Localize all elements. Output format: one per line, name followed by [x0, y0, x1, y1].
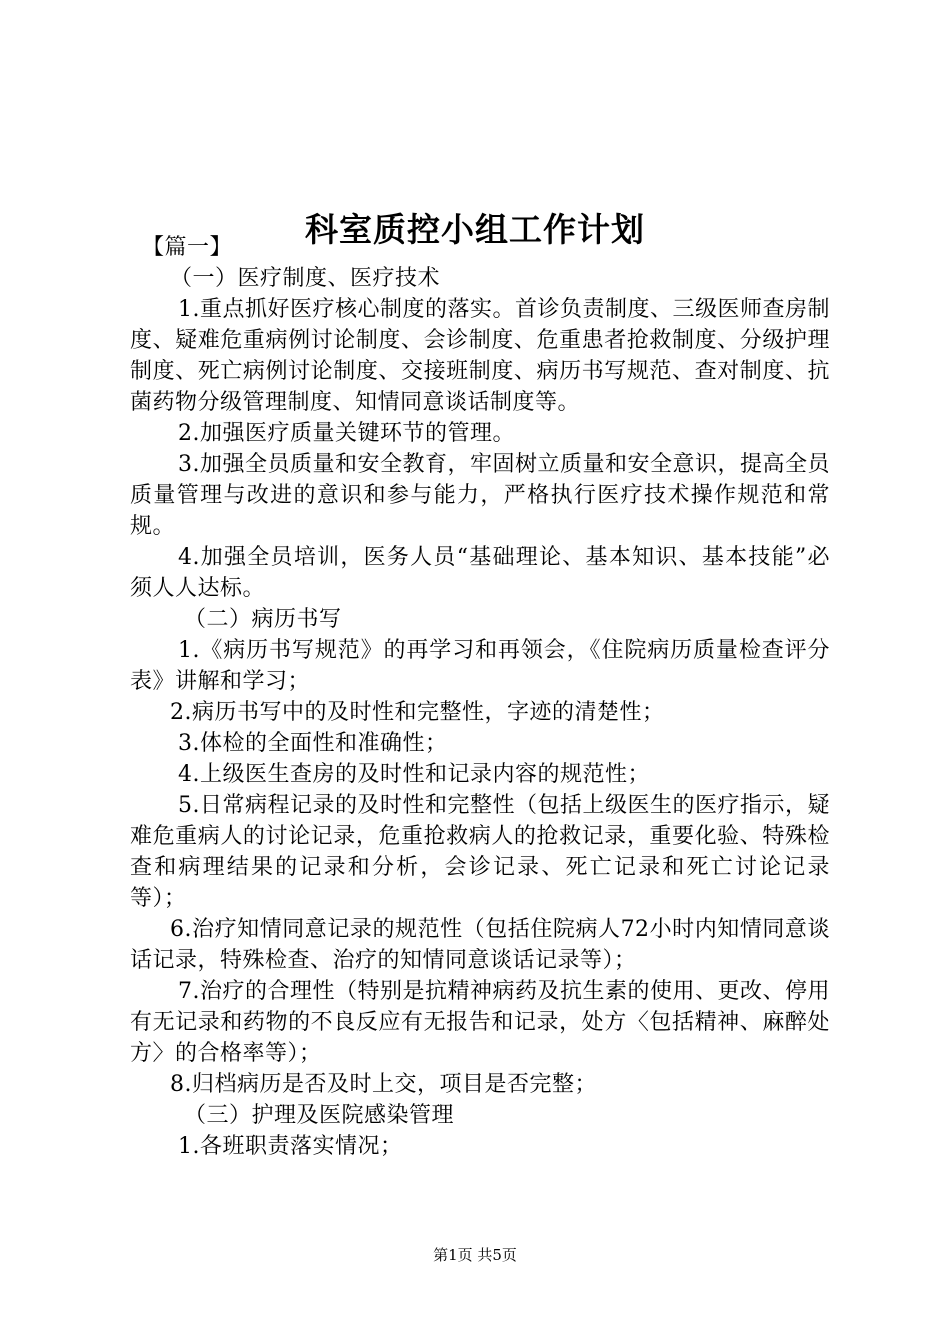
document-title: 科室质控小组工作计划 — [305, 210, 645, 250]
paragraph: 3.加强全员质量和安全教育，牢固树立质量和安全意识，提高全员质量管理与改进的意识和参与能力，严格执行医疗技术操作规范和常规。 — [130, 452, 830, 539]
paragraph: 1.重点抓好医疗核心制度的落实。首诊负责制度、三级医师查房制度、疑难危重病例讨论制度、会诊制度、危重患者抢救制度、分级护理制度、死亡病例讨论制度、交接班制度、病历书写规范、查对制度、抗菌药物分级管理制度、知情同意谈话制度等。 — [130, 297, 830, 415]
paragraph: 2.病历书写中的及时性和完整性，字迹的清楚性； — [170, 700, 665, 725]
section-heading: （一）医疗制度、医疗技术 — [170, 266, 441, 291]
section-heading: （三）护理及医院感染管理 — [184, 1103, 455, 1128]
paragraph: 7.治疗的合理性（特别是抗精神病药及抗生素的使用、更改、停用有无记录和药物的不良反应有无报告和记录，处方〈包括精神、麻醉处方〉的合格率等）； — [130, 979, 830, 1066]
paragraph: 3.体检的全面性和准确性； — [178, 731, 448, 756]
paragraph: 4.上级医生查房的及时性和记录内容的规范性； — [178, 762, 650, 787]
paragraph: 2.加强医疗质量关键环节的管理。 — [178, 421, 515, 446]
paragraph: 4.加强全员培训，医务人员“基础理论、基本知识、基本技能”必须人人达标。 — [130, 545, 830, 601]
page-indicator: 第1页 共5页 — [433, 1246, 517, 1264]
document-body — [130, 232, 830, 1162]
paragraph: 6.治疗知情同意记录的规范性（包括住院病人72小时内知情同意谈话记录，特殊检查、治疗的知情同意谈话记录等）； — [130, 917, 830, 973]
section-marker: 【篇一】 — [142, 235, 233, 260]
paragraph: 1.各班职责落实情况； — [178, 1134, 403, 1159]
paragraph: 8.归档病历是否及时上交，项目是否完整； — [170, 1072, 597, 1097]
paragraph: 1.《病历书写规范》的再学习和再领会，《住院病历质量检查评分表》讲解和学习； — [130, 638, 830, 694]
section-heading: （二）病历书写 — [184, 607, 342, 632]
paragraph: 5.日常病程记录的及时性和完整性（包括上级医生的医疗指示，疑难危重病人的讨论记录，危重抢救病人的抢救记录，重要化验、特殊检查和病理结果的记录和分析，会诊记录、死亡记录和死亡讨论记录等）； — [130, 793, 830, 911]
